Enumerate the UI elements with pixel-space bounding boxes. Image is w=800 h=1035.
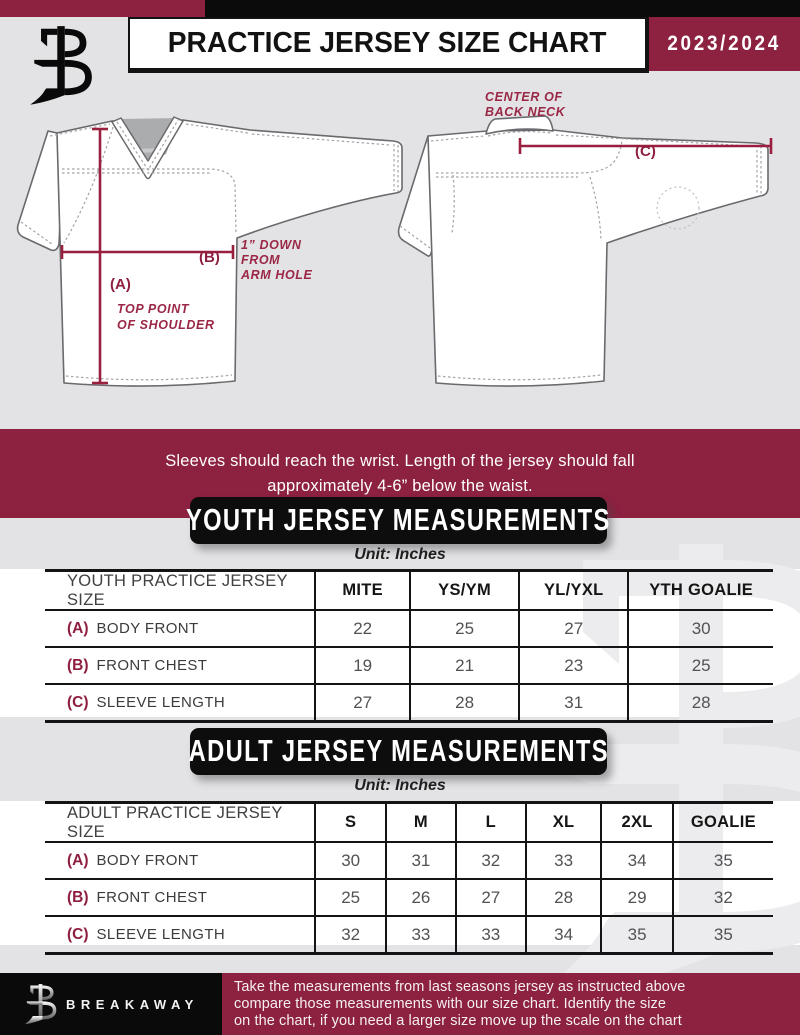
adult-col-header-2xl: 2XL (600, 804, 671, 843)
breakaway-b-logo-footer (22, 982, 58, 1025)
table-cell: 21 (409, 648, 518, 685)
row-key: (A) (67, 619, 89, 637)
table-row-label (45, 685, 314, 720)
measure-note-a-line1: TOP POINT (117, 302, 190, 316)
table-cell: 19 (314, 648, 409, 685)
youth-unit-label: Unit: Inches (354, 546, 446, 563)
footer-note-line1: Take the measurements from last seasons jersey as instructed above (234, 979, 686, 995)
measure-note-b-line1: 1” DOWN (241, 238, 302, 252)
footer-brand-name: BREAKAWAY (66, 997, 199, 1012)
jersey-measurement-diagram (0, 65, 800, 425)
youth-section-title: YOUTH JERSEY MEASUREMENTS (186, 503, 611, 537)
youth-size-table (45, 569, 773, 723)
table-cell: 31 (385, 843, 455, 880)
measure-note-a (117, 301, 215, 333)
table-cell: 26 (385, 880, 455, 917)
youth-col-header-ylyxl: YL/YXL (518, 572, 627, 611)
row-key: (A) (67, 851, 89, 869)
table-cell: 31 (518, 685, 627, 720)
footer-note-line3: on the chart, if you need a larger size move up the scale on the chart (234, 1012, 682, 1029)
measure-note-b-line2: FROM (241, 253, 281, 267)
youth-col-header-goalie: YTH GOALIE (627, 572, 773, 611)
season-label: 2023/2024 (667, 32, 782, 55)
fit-notice-line1: Sleeves should reach the wrist. Length of the jersey should fall (165, 451, 635, 470)
measure-label-c: (C) (635, 143, 656, 160)
adult-col-header-xl: XL (525, 804, 601, 843)
table-cell: 30 (314, 843, 385, 880)
row-name: BODY FRONT (96, 852, 199, 869)
footer-brand-block (0, 973, 222, 1035)
row-name: BODY FRONT (96, 620, 199, 637)
table-cell: 34 (525, 917, 601, 952)
row-key: (B) (67, 656, 89, 674)
title-bar (128, 17, 649, 73)
table-cell: 33 (385, 917, 455, 952)
fit-notice-line2: approximately 4-6” below the waist. (267, 476, 533, 495)
row-key: (B) (67, 888, 89, 906)
table-cell: 30 (627, 611, 773, 648)
table-cell: 32 (455, 843, 525, 880)
top-stripe-maroon (0, 0, 205, 17)
youth-col-header-mite: MITE (314, 572, 409, 611)
adult-col-header-goalie: GOALIE (672, 804, 773, 843)
table-cell: 28 (627, 685, 773, 720)
table-row-label (45, 843, 314, 880)
footer-instructions (222, 973, 800, 1035)
adult-col-header-size: ADULT PRACTICE JERSEY SIZE (45, 804, 314, 843)
measure-note-a-line2: OF SHOULDER (117, 318, 215, 332)
measure-note-c-line2: BACK NECK (485, 105, 566, 119)
adult-unit-label: Unit: Inches (354, 777, 446, 794)
row-name: SLEEVE LENGTH (96, 694, 226, 711)
table-cell: 22 (314, 611, 409, 648)
table-cell: 35 (672, 843, 773, 880)
table-cell: 27 (455, 880, 525, 917)
measure-label-a: (A) (110, 276, 131, 293)
youth-section-banner (186, 497, 611, 544)
table-cell: 23 (518, 648, 627, 685)
table-row-label (45, 880, 314, 917)
table-cell: 33 (525, 843, 601, 880)
adult-col-header-l: L (455, 804, 525, 843)
table-cell: 33 (455, 917, 525, 952)
adult-section-banner (190, 728, 607, 775)
footer-note-line2: compare those measurements with our size chart. Identify the size (234, 995, 667, 1012)
table-cell: 35 (672, 917, 773, 952)
youth-col-header-size: YOUTH PRACTICE JERSEY SIZE (45, 572, 314, 611)
measure-label-b: (B) (199, 249, 220, 266)
table-row-label (45, 648, 314, 685)
measure-note-c (485, 90, 565, 120)
adult-col-header-s: S (314, 804, 385, 843)
table-cell: 25 (314, 880, 385, 917)
table-cell: 28 (409, 685, 518, 720)
adult-section-title: ADULT JERSEY MEASUREMENTS (188, 734, 609, 768)
youth-col-header-ysym: YS/YM (409, 572, 518, 611)
table-cell: 25 (409, 611, 518, 648)
table-cell: 35 (600, 917, 671, 952)
adult-col-header-m: M (385, 804, 455, 843)
row-name: FRONT CHEST (96, 889, 208, 906)
measure-note-b-line3: ARM HOLE (241, 268, 313, 282)
table-cell: 32 (672, 880, 773, 917)
table-row-label (45, 917, 314, 952)
table-cell: 34 (600, 843, 671, 880)
top-stripe-black (205, 0, 800, 17)
row-key: (C) (67, 693, 89, 711)
row-name: FRONT CHEST (96, 657, 208, 674)
table-cell: 27 (314, 685, 409, 720)
table-cell: 25 (627, 648, 773, 685)
page-title: PRACTICE JERSEY SIZE CHART (168, 27, 607, 59)
measure-note-b (241, 238, 312, 283)
table-cell: 28 (525, 880, 601, 917)
table-row-label (45, 611, 314, 648)
row-name: SLEEVE LENGTH (96, 926, 226, 943)
table-cell: 29 (600, 880, 671, 917)
adult-size-table (45, 801, 773, 955)
row-key: (C) (67, 925, 89, 943)
table-cell: 32 (314, 917, 385, 952)
table-cell: 27 (518, 611, 627, 648)
season-badge (649, 17, 800, 71)
measure-note-c-line1: CENTER OF (485, 90, 563, 104)
breakaway-b-logo (24, 22, 96, 106)
